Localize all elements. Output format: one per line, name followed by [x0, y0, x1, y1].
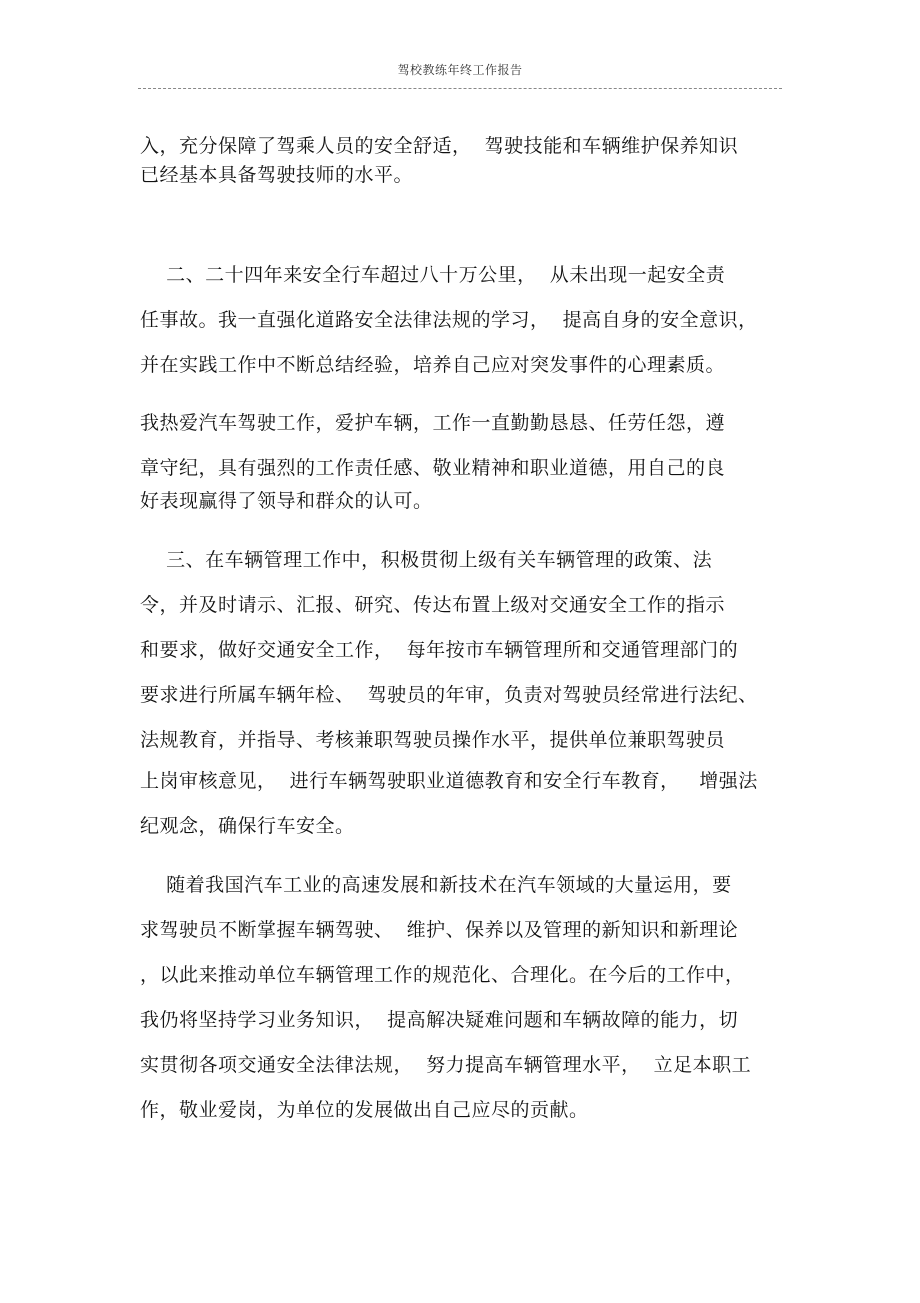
paragraph-3	[140, 409, 785, 516]
text-line: 上岗审核意见， 进行车辆驾驶职业道德教育和安全行车教育， 增强法	[140, 770, 758, 792]
text-line: 求驾驶员不断掌握车辆驾驶、 维护、保养以及管理的新知识和新理论	[140, 919, 739, 941]
text-line: 令，并及时请示、汇报、研究、传达布置上级对交通安全工作的指示	[140, 594, 726, 616]
paragraph-2	[140, 261, 785, 380]
text-line: 实贯彻各项交通安全法律法规， 努力提高车辆管理水平， 立足本职工	[140, 1054, 752, 1076]
text-line: 已经基本具备驾驶技师的水平。	[140, 164, 414, 186]
text-line: 任事故。我一直强化道路安全法律法规的学习， 提高自身的安全意识，	[140, 309, 758, 331]
page-header	[138, 60, 782, 90]
text-line: 随着我国汽车工业的高速发展和新技术在汽车领域的大量运用，要	[140, 874, 732, 896]
text-line: 我仍将坚持学习业务知识， 提高解决疑难问题和车辆故障的能力，切	[140, 1009, 739, 1031]
text-line: 二、二十四年来安全行车超过八十万公里， 从未出现一起安全责	[140, 264, 726, 286]
text-line: 纪观念，确保行车安全。	[140, 815, 355, 837]
header-divider	[138, 88, 782, 89]
header-title: 驾校教练年终工作报告	[397, 63, 523, 77]
text-line: 作，敬业爱岗，为单位的发展做出自己应尽的贡献。	[140, 1099, 589, 1121]
text-line: 法规教育，并指导、考核兼职驾驶员操作水平，提供单位兼职驾驶员	[140, 729, 726, 751]
paragraph-5	[140, 871, 785, 1125]
text-line: 并在实践工作中不断总结经验，培养自己应对突发事件的心理素质。	[140, 354, 726, 376]
text-line: 入，充分保障了驾乘人员的安全舒适， 驾驶技能和车辆维护保养知识	[140, 135, 739, 157]
body-text	[140, 132, 785, 1125]
text-line: 三、在车辆管理工作中，积极贯彻上级有关车辆管理的政策、法	[140, 549, 713, 571]
paragraph-1	[140, 132, 785, 190]
text-line: 和要求，做好交通安全工作， 每年按市车辆管理所和交通管理部门的	[140, 639, 739, 661]
text-line: 好表现赢得了领导和群众的认可。	[140, 490, 433, 512]
paragraph-4	[140, 546, 785, 841]
text-line: 我热爱汽车驾驶工作，爱护车辆，工作一直勤勤恳恳、任劳任怨，遵	[140, 412, 726, 434]
text-line: ，以此来推动单位车辆管理工作的规范化、合理化。在今后的工作中，	[140, 964, 745, 986]
text-line: 要求进行所属车辆年检、 驾驶员的年审，负责对驾驶员经常进行法纪、	[140, 684, 758, 706]
text-line: 章守纪，具有强烈的工作责任感、敬业精神和职业道德，用自己的良	[140, 457, 726, 479]
